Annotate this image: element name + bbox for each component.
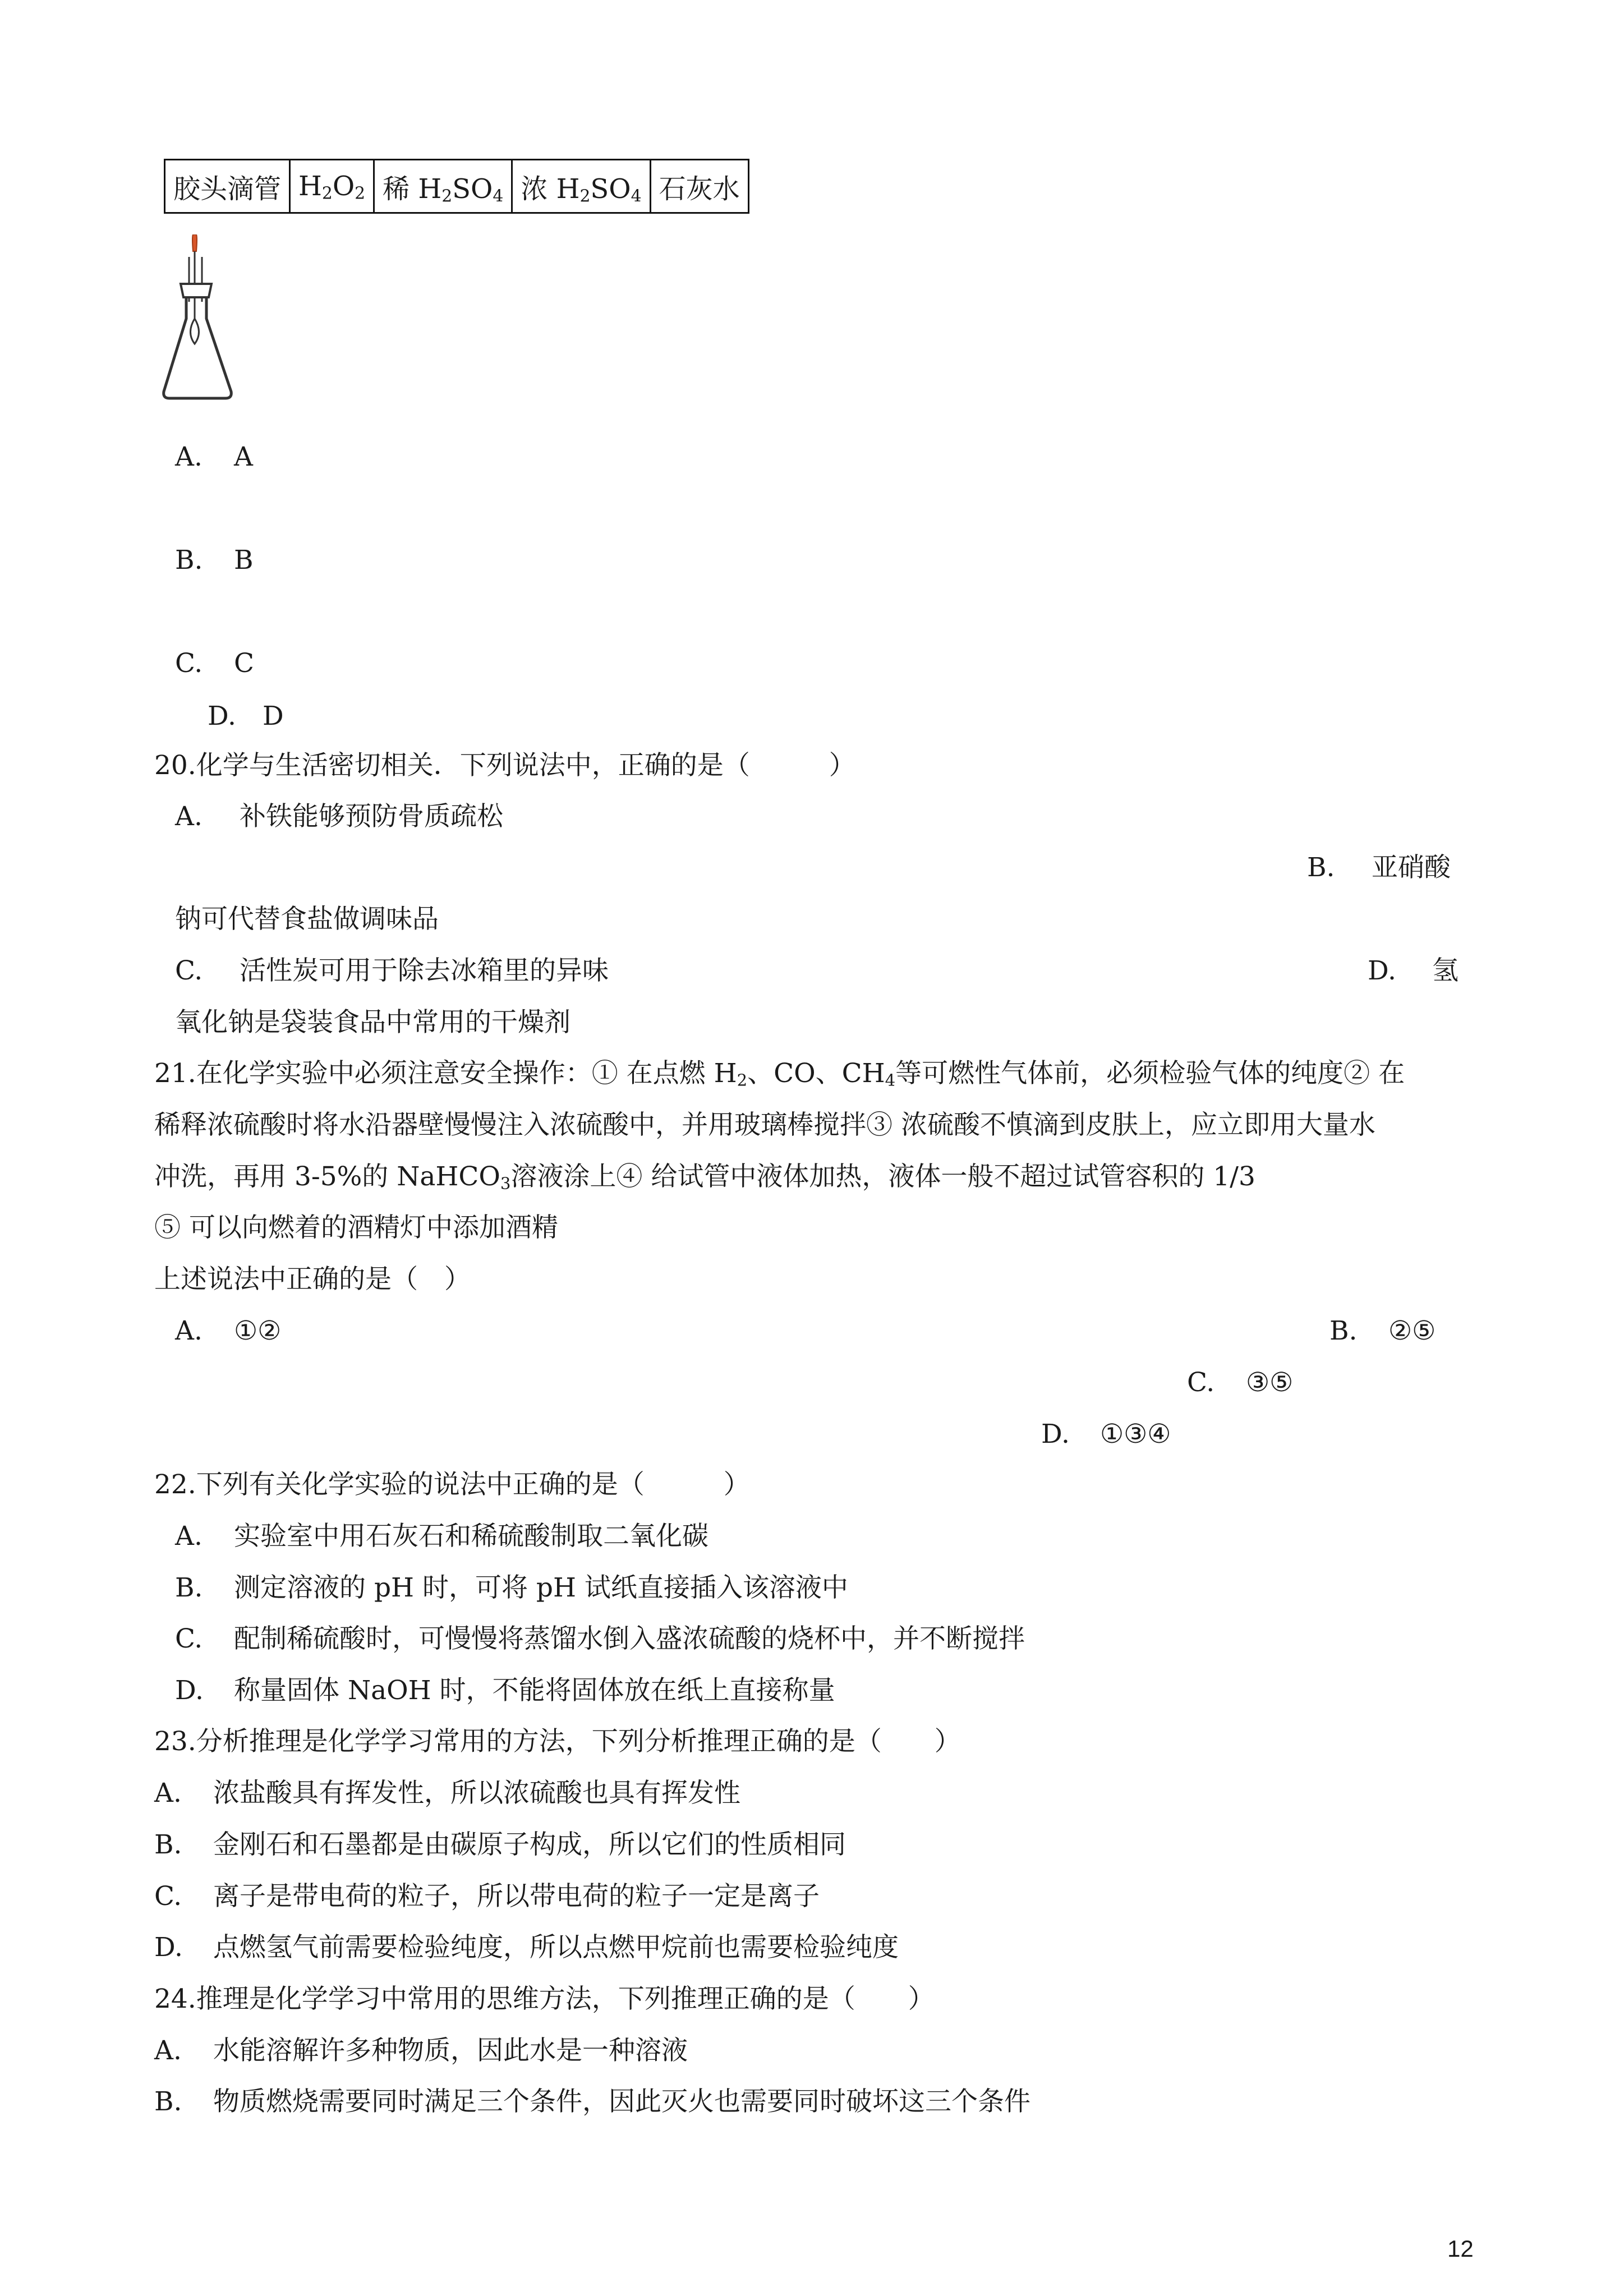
q21-stem-line-5: 上述说法中正确的是（ ） (154, 1264, 471, 1295)
q24-option-a[interactable]: A. 水能溶解许多种物质，因此水是一种溶液 (154, 2035, 688, 2066)
reagent-cell-h2o2: $H_2O_2$ (290, 160, 374, 213)
q21-option-d[interactable]: D. ①③④ (1041, 1419, 1171, 1450)
reagent-cell-dilute-h2so4: 稀 $H_2SO_4$ (374, 160, 512, 213)
reagent-cell-conc-h2so4: 浓 $H_2SO_4$ (512, 160, 650, 213)
q20-option-d[interactable]: D. 氢 (1368, 955, 1459, 986)
reagent-cell-dropper: 胶头滴管 (165, 160, 290, 213)
q21-option-a[interactable]: A. ①② (175, 1315, 282, 1346)
reagent-cell-limewater: 石灰水 (650, 160, 748, 213)
q23-option-c[interactable]: C. 离子是带电荷的粒子，所以带电荷的粒子一定是离子 (154, 1881, 820, 1912)
q23-option-d[interactable]: D. 点燃氢气前需要检验纯度，所以点燃甲烷前也需要检验纯度 (154, 1932, 899, 1963)
q21-stem-line-3: 冲洗，再用 3-5%的 NaHCO$_3$溶液涂上④ 给试管中液体加热，液体一般不超过试管容积的 1/3 (154, 1161, 1255, 1193)
q24-stem: 24.推理是化学学习中常用的思维方法，下列推理正确的是（ ） (154, 1984, 935, 2014)
q19-option-d[interactable]: D. D (208, 701, 284, 731)
q20-option-a[interactable]: A. 补铁能够预防骨质疏松 (175, 801, 503, 832)
q23-option-b[interactable]: B. 金刚石和石墨都是由碳原子构成，所以它们的性质相同 (154, 1829, 846, 1860)
q19-option-c[interactable]: C. C (175, 648, 254, 679)
q21-stem-line-2: 稀释浓硫酸时将水沿器壁慢慢注入浓硫酸中，并用玻璃棒搅拌③ 浓硫酸不慎滴到皮肤上，应立即用大量水 (154, 1110, 1375, 1140)
q21-stem-line-4: ⑤ 可以向燃着的酒精灯中添加酒精 (154, 1212, 558, 1243)
q20-stem: 20.化学与生活密切相关．下列说法中，正确的是（ ） (154, 750, 855, 781)
flask-with-dropper-illustration (158, 234, 242, 408)
q20-option-b[interactable]: B. 亚硝酸 (1307, 852, 1451, 883)
q20-option-d-continued: 氧化钠是袋装食品中常用的干燥剂 (175, 1007, 571, 1038)
q19-option-a[interactable]: A. A (175, 441, 253, 472)
q22-option-d[interactable]: D. 称量固体 NaOH 时，不能将固体放在纸上直接称量 (175, 1675, 835, 1706)
q24-option-b[interactable]: B. 物质燃烧需要同时满足三个条件，因此灭火也需要同时破坏这三个条件 (154, 2086, 1030, 2117)
q22-option-a[interactable]: A. 实验室中用石灰石和稀硫酸制取二氧化碳 (175, 1521, 709, 1552)
q23-stem: 23.分析推理是化学学习常用的方法，下列分析推理正确的是（ ） (154, 1726, 961, 1757)
q19-option-b[interactable]: B. B (175, 545, 254, 576)
q21-option-c[interactable]: C. ③⑤ (1187, 1367, 1294, 1398)
q21-stem-line-1: 21.在化学实验中必须注意安全操作：① 在点燃 $H_2$、CO、$CH_4$等可燃性气体前，必须检验气体的纯度② 在 (154, 1058, 1405, 1090)
q20-option-c[interactable]: C. 活性炭可用于除去冰箱里的异味 (175, 955, 609, 986)
q21-option-b[interactable]: B. ②⑤ (1329, 1315, 1436, 1346)
reagent-table (164, 159, 749, 214)
page-number: 12 (1447, 2235, 1474, 2262)
q20-option-b-continued: 钠可代替食盐做调味品 (175, 904, 439, 935)
q23-option-a[interactable]: A. 浓盐酸具有挥发性，所以浓硫酸也具有挥发性 (154, 1778, 740, 1809)
q22-option-b[interactable]: B. 测定溶液的 pH 时，可将 pH 试纸直接插入该溶液中 (175, 1572, 848, 1603)
q22-option-c[interactable]: C. 配制稀硫酸时，可慢慢将蒸馏水倒入盛浓硫酸的烧杯中，并不断搅拌 (175, 1623, 1025, 1654)
q22-stem: 22.下列有关化学实验的说法中正确的是（ ） (154, 1469, 750, 1500)
